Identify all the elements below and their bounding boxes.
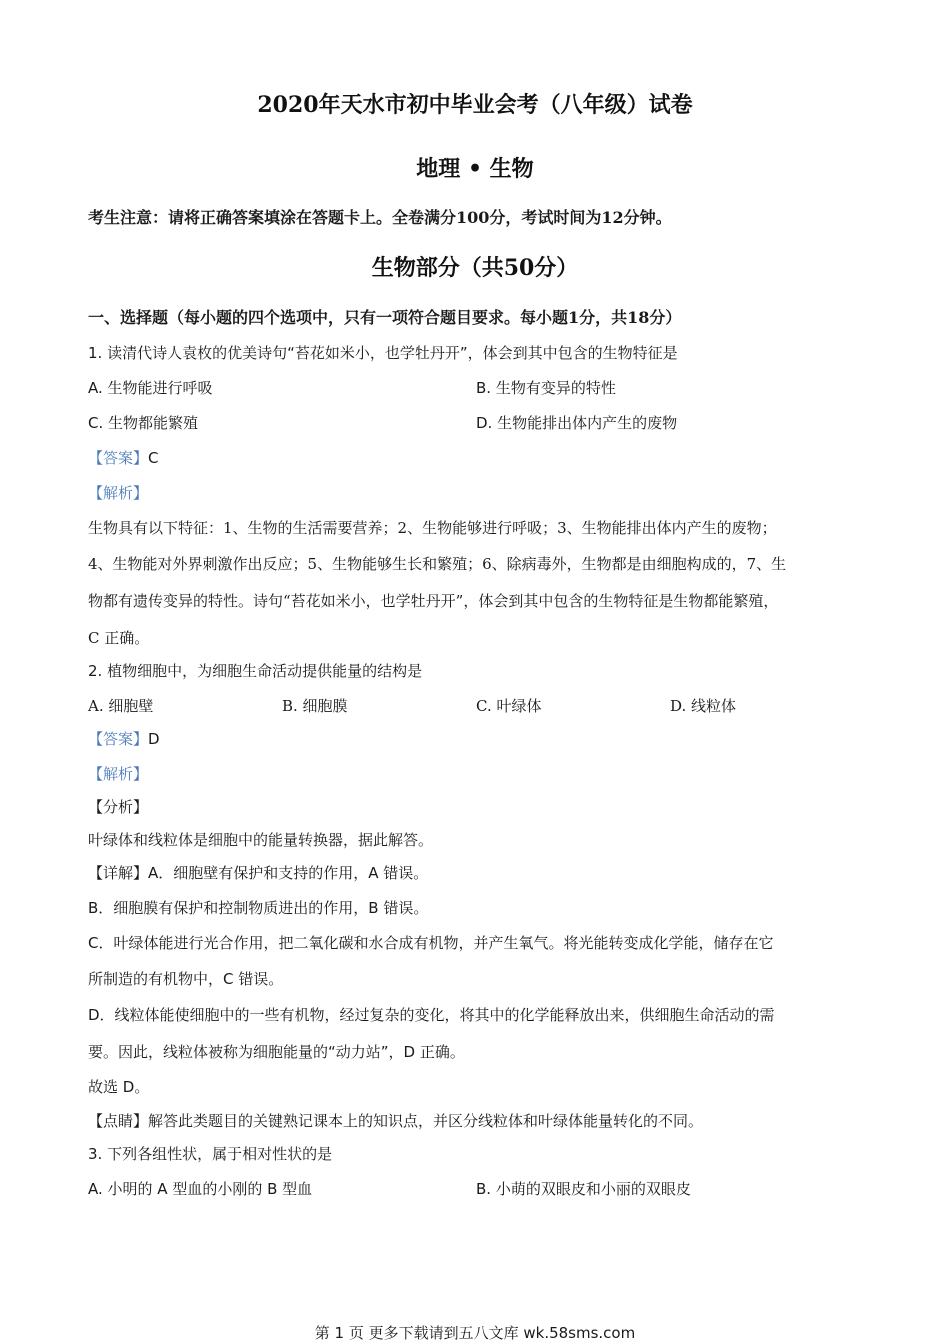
q1-option-c: C. 生物都能繁殖: [88, 414, 199, 432]
exam-subtitle: 地理 • 生物: [416, 156, 534, 182]
section-heading: 一、选择题（每小题的四个选项中，只有一项符合题目要求。每小题1分，共18分）: [88, 308, 682, 327]
exam-title: 2020年天水市初中毕业会考（八年级）试卷: [257, 92, 693, 118]
q2-detail-line: 所制造的有机物中，C 错误。: [88, 970, 284, 988]
q2-detail-line: 【详解】A．细胞壁有保护和支持的作用，A 错误。: [88, 864, 429, 882]
q3-option-a: A. 小明的 A 型血的小刚的 B 型血: [88, 1180, 313, 1198]
q2-fenxi-tag: 【分析】: [88, 798, 149, 816]
q2-analysis-tag: 【解析】: [88, 765, 149, 783]
part-title: 生物部分（共50分）: [371, 255, 579, 281]
answer-value: D: [148, 730, 160, 748]
q1-answer: [88, 447, 159, 468]
q1-analysis-line: C 正确。: [88, 629, 150, 647]
q1-analysis-line: 生物具有以下特征：1、生物的生活需要营养；2、生物能够进行呼吸；3、生物能排出体内产生的废物；: [88, 519, 777, 537]
answer-value: C: [148, 449, 159, 467]
q2-detail-line: 故选 D。: [88, 1078, 150, 1096]
q2-option-b: B. 细胞膜: [282, 697, 348, 715]
q3-stem: 3. 下列各组性状，属于相对性状的是: [88, 1145, 333, 1163]
q2-option-d: D. 线粒体: [670, 697, 737, 715]
q1-option-b: B. 生物有变异的特性: [476, 379, 616, 397]
q2-detail-line: 【点睛】解答此类题目的关键熟记课本上的知识点，并区分线粒体和叶绿体能量转化的不同。: [88, 1112, 704, 1130]
q1-analysis-line: 4、生物能对外界刺激作出反应；5、生物能够生长和繁殖；6、除病毒外，生物都是由细胞构成的，7、生: [88, 555, 787, 573]
q2-detail-line: C．叶绿体能进行光合作用，把二氧化碳和水合成有机物，并产生氧气。将光能转变成化学能，储存在它: [88, 934, 774, 952]
q2-detail-line: 要。因此，线粒体被称为细胞能量的“动力站”，D 正确。: [88, 1043, 465, 1061]
answer-tag: 【答案】: [88, 449, 149, 467]
q2-fenxi: 叶绿体和线粒体是细胞中的能量转换器，据此解答。: [88, 831, 434, 849]
exam-notice: 考生注意：请将正确答案填涂在答题卡上。全卷满分100分，考试时间为12分钟。: [88, 208, 672, 227]
q1-analysis-tag: 【解析】: [88, 484, 149, 502]
q1-analysis-line: 物都有遗传变异的特性。诗句“苔花如米小，也学牡丹开”，体会到其中包含的生物特征是生物都能繁殖，: [88, 592, 779, 610]
answer-tag: 【答案】: [88, 730, 149, 748]
q2-answer: [88, 728, 160, 749]
q3-option-b: B. 小萌的双眼皮和小丽的双眼皮: [476, 1180, 691, 1198]
q2-detail-line: D．线粒体能使细胞中的一些有机物，经过复杂的变化，将其中的化学能释放出来，供细胞生命活动的需: [88, 1006, 775, 1024]
q1-option-a: A. 生物能进行呼吸: [88, 379, 213, 397]
q2-stem: 2. 植物细胞中，为细胞生命活动提供能量的结构是: [88, 662, 423, 680]
q1-option-d: D. 生物能排出体内产生的废物: [476, 414, 678, 432]
q2-detail-line: B．细胞膜有保护和控制物质进出的作用，B 错误。: [88, 899, 429, 917]
q1-stem: 1. 读清代诗人袁枚的优美诗句“苔花如米小，也学牡丹开”，体会到其中包含的生物特征是: [88, 344, 678, 362]
q2-option-c: C. 叶绿体: [476, 697, 542, 715]
page-footer: 第 1 页 更多下载请到五八文库 wk.58sms.com: [314, 1324, 636, 1342]
q2-option-a: A. 细胞壁: [88, 697, 154, 715]
